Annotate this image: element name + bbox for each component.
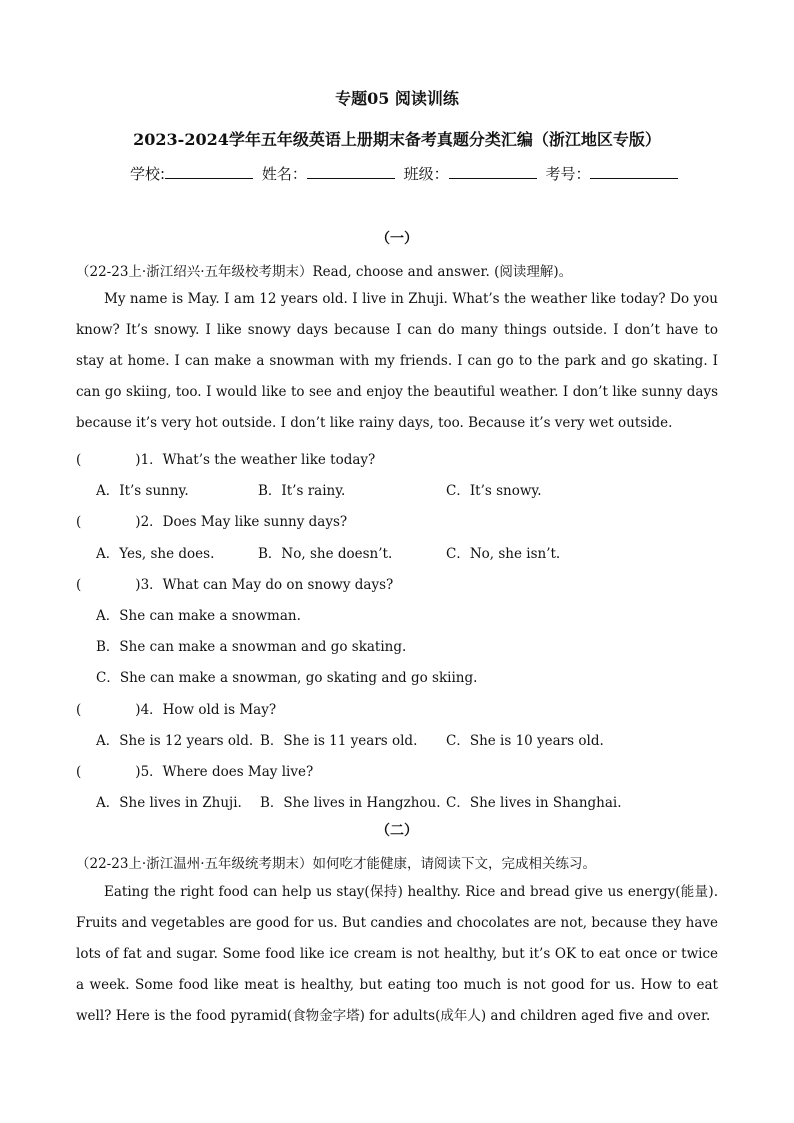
option-a: A．It’s sunny. bbox=[96, 483, 189, 499]
question-text: What’s the weather like today? bbox=[162, 452, 376, 468]
question-1 bbox=[76, 448, 375, 468]
page-title: 专题05 阅读训练 bbox=[335, 89, 459, 108]
option-c: C．She lives in Shanghai. bbox=[446, 795, 622, 811]
option-a: A．She lives in Zhuji. bbox=[96, 795, 242, 811]
option-a: A．She can make a snowman. bbox=[96, 608, 301, 624]
section-1-source: （22-23上·浙江绍兴·五年级校考期末）Read, choose and answer. (阅读理解)。 bbox=[76, 264, 573, 280]
section-2-source: （22-23上·浙江温州·五年级统考期末）如何吃才能健康，请阅读下文，完成相关练习。 bbox=[76, 856, 596, 872]
name-label: 姓名： bbox=[261, 165, 307, 183]
question-2 bbox=[76, 510, 347, 530]
answer-paren-open: ( bbox=[76, 702, 82, 718]
question-text: What can May do on snowy days? bbox=[162, 577, 394, 593]
question-text: Where does May live? bbox=[162, 764, 314, 780]
answer-paren-open: ( bbox=[76, 452, 82, 468]
class-label: 班级： bbox=[403, 165, 449, 183]
question-3 bbox=[76, 573, 393, 593]
option-c: C．No, she isn’t. bbox=[446, 546, 561, 562]
section-2-passage: Eating the right food can help us stay(保持) healthy. Rice and bread give us energy(能量). Fruits and vegetables are good for us. But candies and chocolates are not, because they have lots of fat and sugar. Some food like ice cream is not healthy, but it’s OK to eat once or twice a week. Some food like meat is healthy, but eating too much is not good for us. How to eat well? Here is the food pyramid(食物金字塔) for adults(成年人) and children aged five and over. bbox=[76, 884, 718, 1024]
option-c: C．She can make a snowman, go skating and go skiing. bbox=[96, 670, 478, 686]
answer-paren-open: ( bbox=[76, 764, 82, 780]
id-blank[interactable] bbox=[590, 164, 678, 179]
option-c: C．She is 10 years old. bbox=[446, 733, 604, 749]
student-info-line bbox=[130, 163, 682, 184]
option-b: B．It’s rainy. bbox=[258, 483, 346, 499]
option-b: B．She can make a snowman and go skating. bbox=[96, 639, 407, 655]
option-b: B．She is 11 years old. bbox=[260, 733, 418, 749]
answer-paren-close: ) bbox=[135, 764, 141, 780]
question-number: 4． bbox=[140, 702, 163, 718]
class-blank[interactable] bbox=[449, 164, 537, 179]
question-5 bbox=[76, 760, 313, 780]
answer-paren-close: ) bbox=[135, 452, 141, 468]
option-a: A．She is 12 years old. bbox=[96, 733, 254, 749]
answer-paren-close: ) bbox=[135, 577, 141, 593]
question-number: 2． bbox=[140, 514, 163, 530]
answer-paren-open: ( bbox=[76, 514, 82, 530]
option-b: B．No, she doesn’t. bbox=[258, 546, 393, 562]
school-label: 学校: bbox=[130, 165, 166, 183]
question-4 bbox=[76, 698, 276, 718]
name-blank[interactable] bbox=[307, 164, 395, 179]
answer-paren-close: ) bbox=[135, 514, 141, 530]
question-text: How old is May? bbox=[162, 702, 277, 718]
section-1-passage: My name is May. I am 12 years old. I live in Zhuji. What’s the weather like today? Do you know? It’s snowy. I like snowy days because I can do many things outside. I don’t have to stay at home. I can make a snowman with my friends. I can go to the park and go skating. I can go skiing, too. I would like to see and enjoy the beautiful weather. I don’t like sunny days because it’s very hot outside. I don’t like rainy days, too. Because it’s very wet outside. bbox=[76, 291, 718, 431]
option-a: A．Yes, she does. bbox=[96, 546, 215, 562]
option-b: B．She lives in Hangzhou. bbox=[260, 795, 441, 811]
option-c: C．It’s snowy. bbox=[446, 483, 542, 499]
answer-paren-open: ( bbox=[76, 577, 82, 593]
page-subtitle: 2023-2024学年五年级英语上册期末备考真题分类汇编（浙江地区专版） bbox=[133, 130, 661, 149]
question-number: 1． bbox=[140, 452, 163, 468]
school-blank[interactable] bbox=[165, 164, 253, 179]
id-label: 考号： bbox=[545, 165, 591, 183]
question-text: Does May like sunny days? bbox=[162, 514, 348, 530]
section-2-heading: （二） bbox=[376, 823, 418, 839]
section-1-heading: （一） bbox=[376, 231, 418, 247]
question-number: 5． bbox=[140, 764, 163, 780]
answer-paren-close: ) bbox=[135, 702, 141, 718]
question-number: 3． bbox=[140, 577, 163, 593]
